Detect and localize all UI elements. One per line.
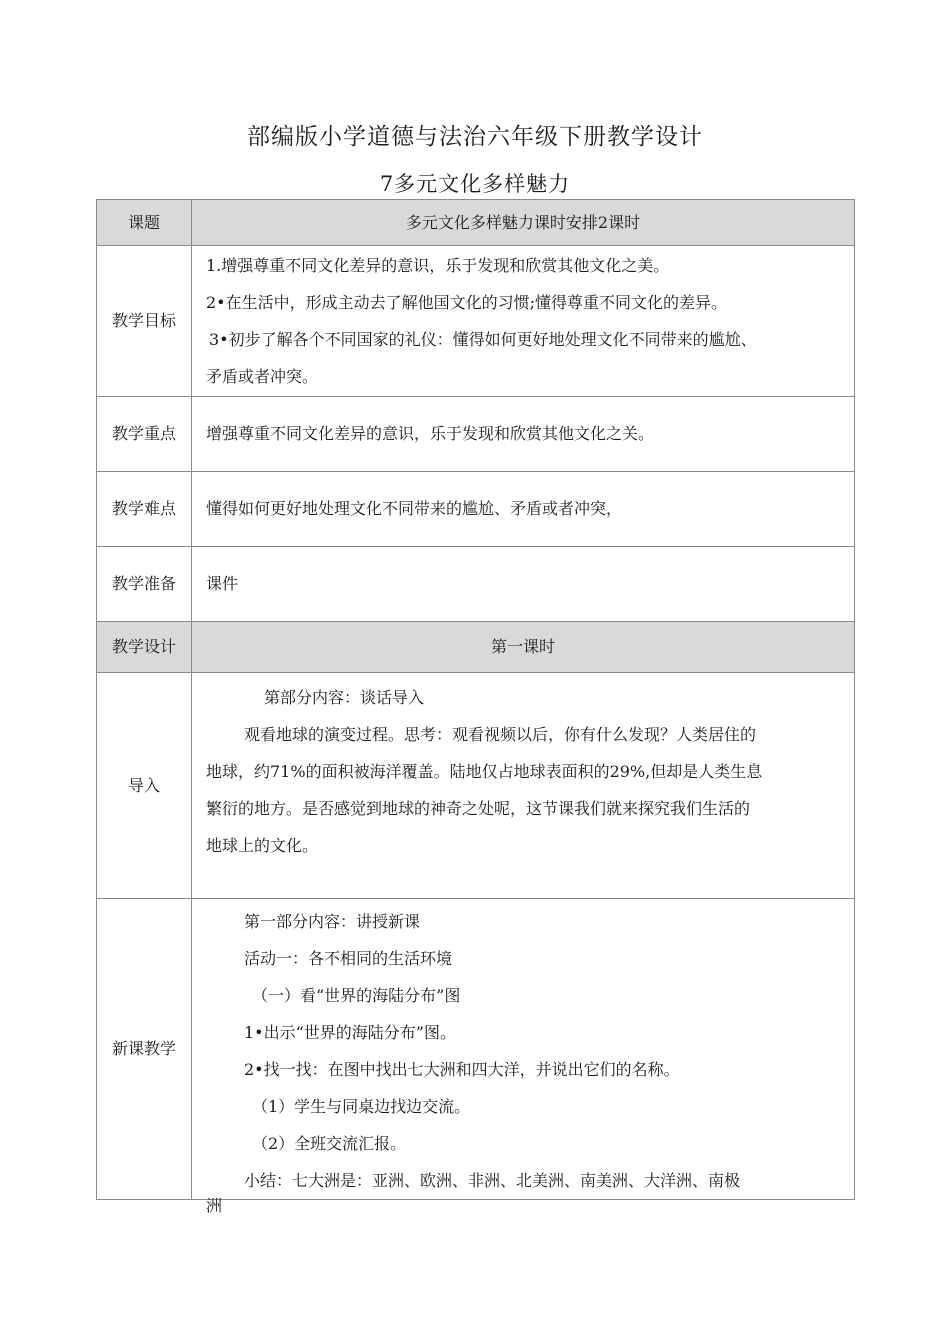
new-lesson-line: 第一部分内容：讲授新课 bbox=[244, 912, 421, 931]
table-row bbox=[97, 246, 855, 397]
lesson-plan-table bbox=[96, 199, 855, 1215]
intro-line: 繁衍的地方。是否感觉到地球的神奇之处呢，这节课我们就来探究我们生活的 bbox=[206, 799, 751, 818]
new-lesson-line: 活动一：各不相同的生活环境 bbox=[244, 949, 453, 968]
table-row bbox=[97, 397, 855, 472]
design-value: 第一课时 bbox=[192, 622, 855, 673]
difficulty-cell bbox=[192, 472, 855, 547]
intro-cell bbox=[192, 673, 855, 899]
key-point-value: 增强尊重不同文化差异的意识，乐于发现和欣赏其他文化之关。 bbox=[206, 424, 655, 443]
preparation-cell bbox=[192, 547, 855, 622]
table-row bbox=[97, 673, 855, 899]
table-row bbox=[97, 200, 855, 246]
new-lesson-line: （1）学生与同桌边找边交流。 bbox=[252, 1097, 471, 1116]
new-lesson-line: 1•出示“世界的海陆分布”图。 bbox=[244, 1023, 456, 1042]
topic-label: 课题 bbox=[97, 200, 192, 246]
new-lesson-line: 小结：七大洲是：亚洲、欧洲、非洲、北美洲、南美洲、大洋洲、南极 bbox=[244, 1171, 741, 1190]
key-point-cell bbox=[192, 397, 855, 472]
intro-line: 观看地球的演变过程。思考：观看视频以后，你有什么发现？人类居住的 bbox=[244, 725, 757, 744]
goal-item: 1.增强尊重不同文化差异的意识，乐于发现和欣赏其他文化之美。 bbox=[206, 256, 670, 275]
goal-item: 3•初步了解各个不同国家的礼仪：懂得如何更好地处理文化不同带来的尴尬、 bbox=[209, 330, 757, 349]
new-lesson-label: 新课教学 bbox=[97, 899, 192, 1200]
new-lesson-cell bbox=[192, 899, 855, 1215]
goals-label: 教学目标 bbox=[97, 246, 192, 397]
goal-item: 矛盾或者冲突。 bbox=[206, 367, 319, 386]
lesson-title: 7多元文化多样魅力 bbox=[379, 172, 571, 196]
preparation-value: 课件 bbox=[206, 574, 239, 593]
table-row bbox=[97, 472, 855, 547]
new-lesson-line: （2）全班交流汇报。 bbox=[252, 1134, 407, 1153]
intro-heading: 第部分内容：谈话导入 bbox=[264, 688, 425, 707]
table-row bbox=[97, 547, 855, 622]
new-lesson-line: （一）看“世界的海陆分布”图 bbox=[252, 986, 461, 1005]
intro-line: 地球，约71%的面积被海洋覆盖。陆地仅占地球表面积的29%,但却是人类生息 bbox=[206, 762, 763, 781]
new-lesson-line: 2•找一找：在图中找出七大洲和四大洋，并说出它们的名称。 bbox=[244, 1060, 680, 1079]
goal-item: 2•在生活中，形成主动去了解他国文化的习惯;懂得尊重不同文化的差异。 bbox=[206, 293, 728, 312]
key-point-label: 教学重点 bbox=[97, 397, 192, 472]
preparation-label: 教学准备 bbox=[97, 547, 192, 622]
new-lesson-line: 洲 bbox=[206, 1196, 223, 1215]
table-row bbox=[97, 622, 855, 673]
intro-label: 导入 bbox=[97, 673, 192, 899]
difficulty-value: 懂得如何更好地处理文化不同带来的尴尬、矛盾或者冲突， bbox=[206, 499, 623, 518]
page-title: 部编版小学道德与法治六年级下册教学设计 bbox=[247, 124, 703, 150]
intro-line: 地球上的文化。 bbox=[206, 836, 319, 855]
difficulty-label: 教学难点 bbox=[97, 472, 192, 547]
table-row bbox=[97, 899, 855, 1200]
topic-value: 多元文化多样魅力课时安排2课时 bbox=[192, 200, 855, 246]
goals-cell bbox=[192, 246, 855, 397]
design-label: 教学设计 bbox=[97, 622, 192, 673]
